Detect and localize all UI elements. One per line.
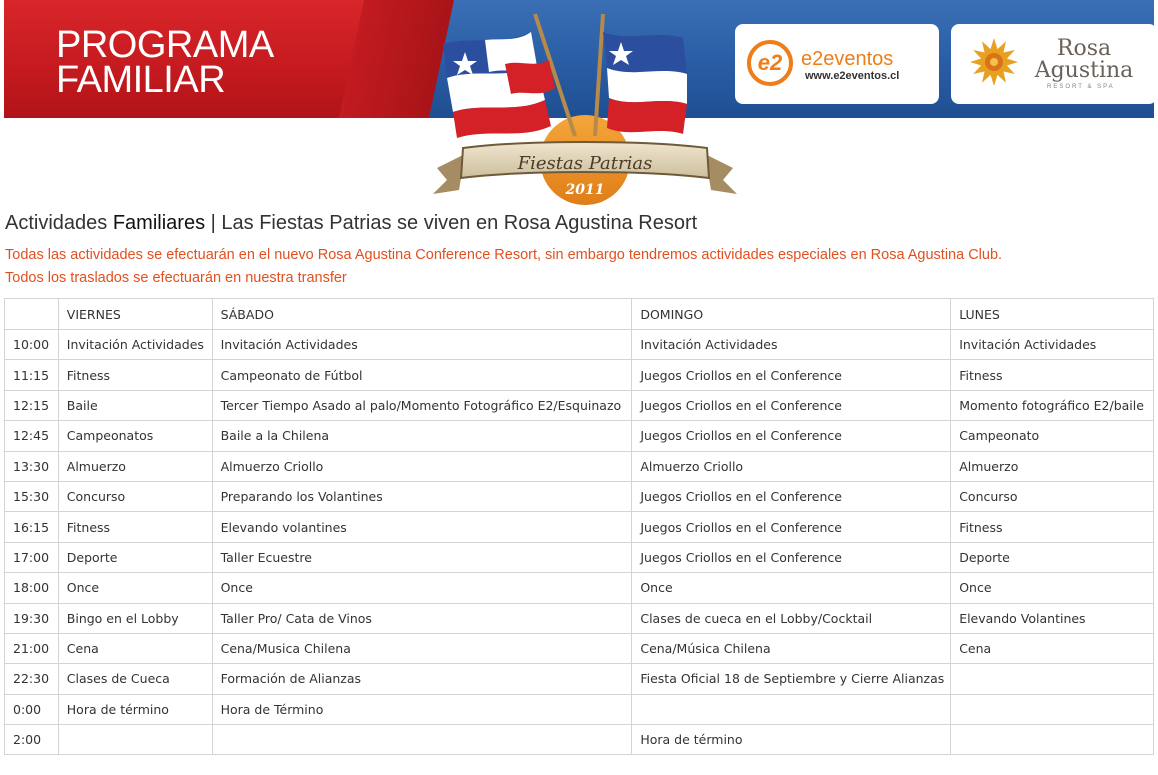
note-venue: Todas las actividades se efectuarán en el nuevo Rosa Agustina Conference Resort, sin embargo tendremos actividades especiales en Rosa Agustina Club. xyxy=(5,247,1003,263)
table-row xyxy=(5,603,1154,633)
header-time xyxy=(5,299,59,330)
cell-lunes: Once xyxy=(951,573,1154,603)
table-row xyxy=(5,421,1154,451)
cell-time: 12:15 xyxy=(5,390,59,420)
cell-lunes xyxy=(951,725,1154,755)
table-row xyxy=(5,481,1154,511)
cell-domingo: Clases de cueca en el Lobby/Cocktail xyxy=(632,603,951,633)
cell-sabado xyxy=(212,725,632,755)
page-heading xyxy=(5,210,697,236)
cell-sabado: Hora de Término xyxy=(212,694,632,724)
cell-domingo: Cena/Música Chilena xyxy=(632,633,951,663)
cell-lunes: Concurso xyxy=(951,481,1154,511)
program-title xyxy=(56,24,274,101)
cell-domingo: Juegos Criollos en el Conference xyxy=(632,512,951,542)
table-row xyxy=(5,330,1154,360)
chilean-flag-right-icon xyxy=(603,32,687,134)
cell-domingo: Almuerzo Criollo xyxy=(632,451,951,481)
cell-lunes: Invitación Actividades xyxy=(951,330,1154,360)
heading-suffix: | Las Fiestas Patrias se viven en Rosa Agustina Resort xyxy=(205,212,698,234)
rosa-name-line1: Rosa xyxy=(1056,36,1112,61)
cell-domingo: Invitación Actividades xyxy=(632,330,951,360)
table-row xyxy=(5,633,1154,663)
cell-viernes: Cena xyxy=(58,633,212,663)
cell-viernes: Clases de Cueca xyxy=(58,664,212,694)
table-row xyxy=(5,390,1154,420)
cell-sabado: Baile a la Chilena xyxy=(212,421,632,451)
emblem-year: 2011 xyxy=(565,182,605,198)
cell-time: 13:30 xyxy=(5,451,59,481)
heading-prefix: Actividades xyxy=(5,212,113,234)
cell-viernes: Hora de término xyxy=(58,694,212,724)
cell-sabado: Formación de Alianzas xyxy=(212,664,632,694)
cell-viernes: Invitación Actividades xyxy=(58,330,212,360)
cell-sabado: Almuerzo Criollo xyxy=(212,451,632,481)
cell-lunes: Cena xyxy=(951,633,1154,663)
header-domingo: DOMINGO xyxy=(632,299,951,330)
rosa-agustina-name xyxy=(1021,38,1147,82)
cell-domingo: Juegos Criollos en el Conference xyxy=(632,421,951,451)
cell-viernes: Campeonatos xyxy=(58,421,212,451)
schedule-table xyxy=(4,298,1154,755)
table-row xyxy=(5,360,1154,390)
cell-viernes: Fitness xyxy=(58,512,212,542)
cell-viernes: Bingo en el Lobby xyxy=(58,603,212,633)
cell-sabado: Elevando volantines xyxy=(212,512,632,542)
rosa-agustina-logo[interactable] xyxy=(951,24,1154,104)
cell-domingo xyxy=(632,694,951,724)
table-row xyxy=(5,542,1154,572)
cell-domingo: Hora de término xyxy=(632,725,951,755)
ribbon-left-tail xyxy=(433,154,465,194)
cell-sabado: Once xyxy=(212,573,632,603)
cell-domingo: Juegos Criollos en el Conference xyxy=(632,481,951,511)
e2eventos-name: e2eventos xyxy=(801,48,894,70)
table-header-row xyxy=(5,299,1154,330)
header-lunes: LUNES xyxy=(951,299,1154,330)
note-transfer: Todos los traslados se efectuarán en nuestra transfer xyxy=(5,270,347,286)
cell-time: 16:15 xyxy=(5,512,59,542)
fiestas-patrias-emblem xyxy=(425,8,745,208)
cell-lunes xyxy=(951,664,1154,694)
header-viernes: VIERNES xyxy=(58,299,212,330)
cell-lunes: Fitness xyxy=(951,512,1154,542)
cell-lunes: Campeonato xyxy=(951,421,1154,451)
header-sabado: SÁBADO xyxy=(212,299,632,330)
cell-time: 2:00 xyxy=(5,725,59,755)
e2-circle-mark: e2 xyxy=(747,40,793,86)
cell-sabado: Campeonato de Fútbol xyxy=(212,360,632,390)
cell-time: 22:30 xyxy=(5,664,59,694)
cell-viernes: Once xyxy=(58,573,212,603)
cell-viernes: Concurso xyxy=(58,481,212,511)
cell-time: 0:00 xyxy=(5,694,59,724)
cell-time: 12:45 xyxy=(5,421,59,451)
cell-time: 10:00 xyxy=(5,330,59,360)
e2eventos-url: www.e2eventos.cl xyxy=(805,70,900,82)
heading-strong: Familiares xyxy=(112,212,206,234)
e2eventos-logo[interactable] xyxy=(735,24,939,104)
table-row xyxy=(5,512,1154,542)
table-row xyxy=(5,451,1154,481)
cell-time: 19:30 xyxy=(5,603,59,633)
cell-sabado: Taller Ecuestre xyxy=(212,542,632,572)
table-row xyxy=(5,694,1154,724)
cell-time: 18:00 xyxy=(5,573,59,603)
program-title-line1: PROGRAMA xyxy=(56,24,274,66)
cell-lunes xyxy=(951,694,1154,724)
cell-sabado: Taller Pro/ Cata de Vinos xyxy=(212,603,632,633)
rosa-name-line2: Agustina xyxy=(1034,58,1134,83)
cell-lunes: Almuerzo xyxy=(951,451,1154,481)
cell-viernes: Almuerzo xyxy=(58,451,212,481)
table-row xyxy=(5,664,1154,694)
cell-sabado: Tercer Tiempo Asado al palo/Momento Fotográfico E2/Esquinazo xyxy=(212,390,632,420)
cell-domingo: Once xyxy=(632,573,951,603)
cell-sabado: Cena/Musica Chilena xyxy=(212,633,632,663)
ribbon-right-tail xyxy=(705,154,737,194)
cell-sabado: Invitación Actividades xyxy=(212,330,632,360)
cell-time: 21:00 xyxy=(5,633,59,663)
cell-viernes xyxy=(58,725,212,755)
sun-flower-icon xyxy=(969,37,1019,87)
cell-domingo: Juegos Criollos en el Conference xyxy=(632,360,951,390)
table-row xyxy=(5,725,1154,755)
cell-time: 17:00 xyxy=(5,542,59,572)
cell-lunes: Fitness xyxy=(951,360,1154,390)
cell-time: 11:15 xyxy=(5,360,59,390)
program-title-line2: FAMILIAR xyxy=(56,59,226,101)
cell-viernes: Baile xyxy=(58,390,212,420)
cell-lunes: Deporte xyxy=(951,542,1154,572)
cell-domingo: Juegos Criollos en el Conference xyxy=(632,390,951,420)
cell-lunes: Momento fotográfico E2/baile xyxy=(951,390,1154,420)
table-row xyxy=(5,573,1154,603)
cell-domingo: Juegos Criollos en el Conference xyxy=(632,542,951,572)
rosa-agustina-tagline: RESORT & SPA xyxy=(1047,84,1115,90)
cell-domingo: Fiesta Oficial 18 de Septiembre y Cierre Alianzas xyxy=(632,664,951,694)
cell-sabado: Preparando los Volantines xyxy=(212,481,632,511)
chilean-flag-left-icon xyxy=(443,32,555,138)
cell-viernes: Fitness xyxy=(58,360,212,390)
ribbon-text: Fiestas Patrias xyxy=(517,153,653,174)
cell-viernes: Deporte xyxy=(58,542,212,572)
cell-lunes: Elevando Volantines xyxy=(951,603,1154,633)
cell-time: 15:30 xyxy=(5,481,59,511)
